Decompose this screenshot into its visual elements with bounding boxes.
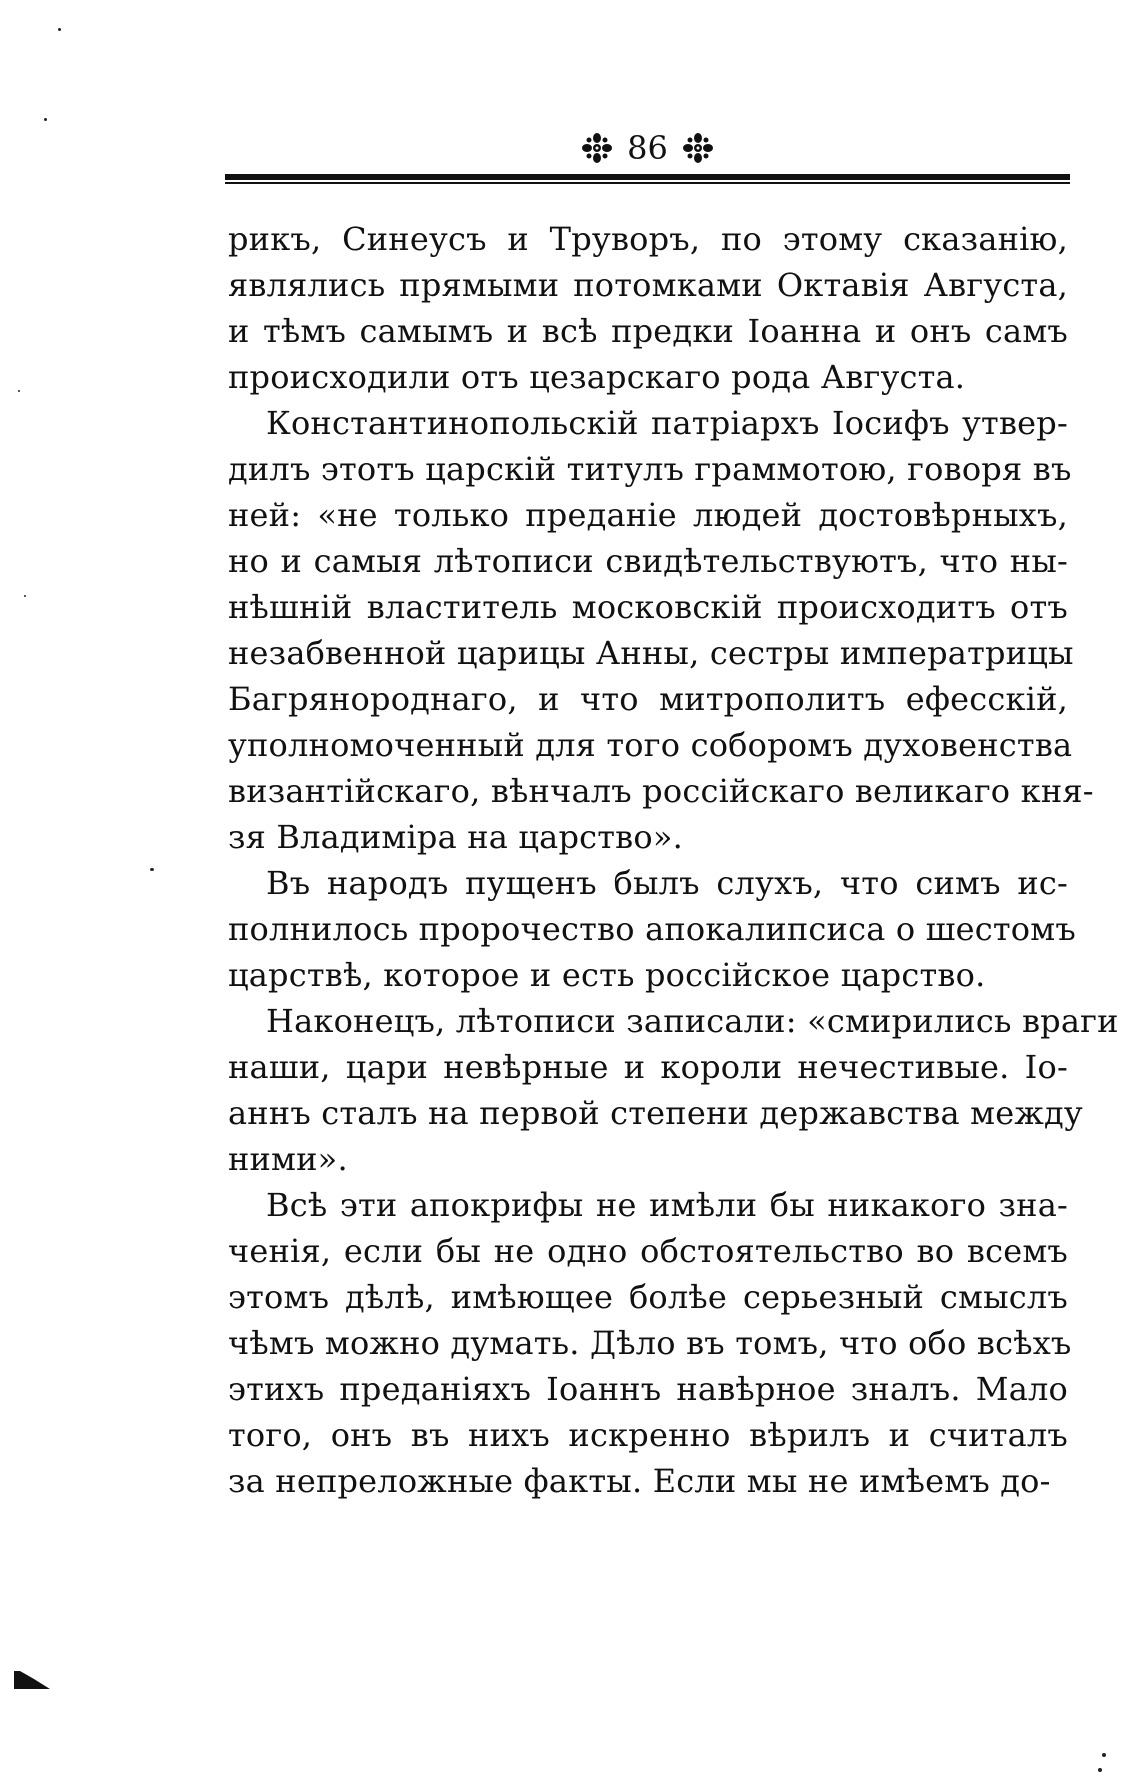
speck (18, 390, 20, 392)
text-line: ними». (228, 1140, 348, 1178)
speck (150, 868, 154, 871)
text-line: за непреложные факты. Если мы не имѣемъ до- (228, 1462, 1051, 1500)
page-number: 86 (627, 129, 668, 167)
text-line: этихъ преданіяхъ Іоаннъ навѣрное зналъ. Мало (228, 1370, 1068, 1408)
text-line: рикъ, Синеусъ и Труворъ, по этому сказанію, (228, 220, 1068, 258)
text-line: незабвенной царицы Анны, сестры императрицы (228, 634, 1074, 672)
header-row (225, 128, 1070, 168)
text-line: но и самыя лѣтописи свидѣтельствуютъ, что ны- (228, 542, 1068, 580)
floral-ornament-icon (682, 132, 714, 164)
text-line: Багрянороднаго, и что митрополитъ ефесскій, (228, 680, 1068, 718)
text-line: византійскаго, вѣнчалъ россійскаго великаго кня- (228, 772, 1094, 810)
speck (1098, 1768, 1102, 1772)
text-line: являлись прямыми потомками Октавія Августа, (228, 266, 1068, 304)
speck (1102, 1753, 1106, 1757)
text-line: происходили отъ цезарскаго рода Августа. (228, 358, 966, 396)
header-rule (225, 174, 1070, 186)
text-line: Всѣ эти апокрифы не имѣли бы никакого зна- (266, 1186, 1068, 1224)
text-line: Наконецъ, лѣтописи записали: «смирились враги (266, 1002, 1119, 1040)
page-header (225, 128, 1070, 188)
speck (58, 28, 61, 31)
body-text (228, 216, 1119, 1504)
speck (44, 118, 47, 121)
text-line: дилъ этотъ царскій титулъ граммотою, говоря въ (228, 450, 1072, 488)
text-line: аннъ сталъ на первой степени державства между (228, 1094, 1083, 1132)
text-line: того, онъ въ нихъ искренно вѣрилъ и считалъ (228, 1416, 1068, 1454)
text-line: чѣмъ можно думать. Дѣло въ томъ, что обо всѣхъ (228, 1324, 1072, 1362)
text-line: Въ народъ пущенъ былъ слухъ, что симъ ис- (266, 864, 1068, 902)
text-line: уполномоченный для того соборомъ духовенства (228, 726, 1073, 764)
text-line: ней: «не только преданіе людей достовѣрныхъ, (228, 496, 1068, 534)
speck (24, 595, 26, 597)
text-line: зя Владиміра на царство». (228, 818, 683, 856)
text-line: нѣшній властитель московскій происходитъ отъ (228, 588, 1068, 626)
text-line: и тѣмъ самымъ и всѣ предки Іоанна и онъ самъ (228, 312, 1068, 350)
text-line: наши, цари невѣрные и короли нечестивые. Іо- (228, 1048, 1068, 1086)
text-line: царствѣ, которое и есть россійское царство. (228, 956, 986, 994)
corner-mark-icon (14, 1665, 50, 1689)
text-line: Константинопольскій патріархъ Іосифъ утвер- (266, 404, 1068, 442)
floral-ornament-icon (581, 132, 613, 164)
text-line: ченія, если бы не одно обстоятельство во всемъ (228, 1232, 1068, 1270)
text-line: этомъ дѣлѣ, имѣющее болѣе серьезный смыслъ (228, 1278, 1068, 1316)
text-line: полнилось пророчество апокалипсиса о шестомъ (228, 910, 1076, 948)
